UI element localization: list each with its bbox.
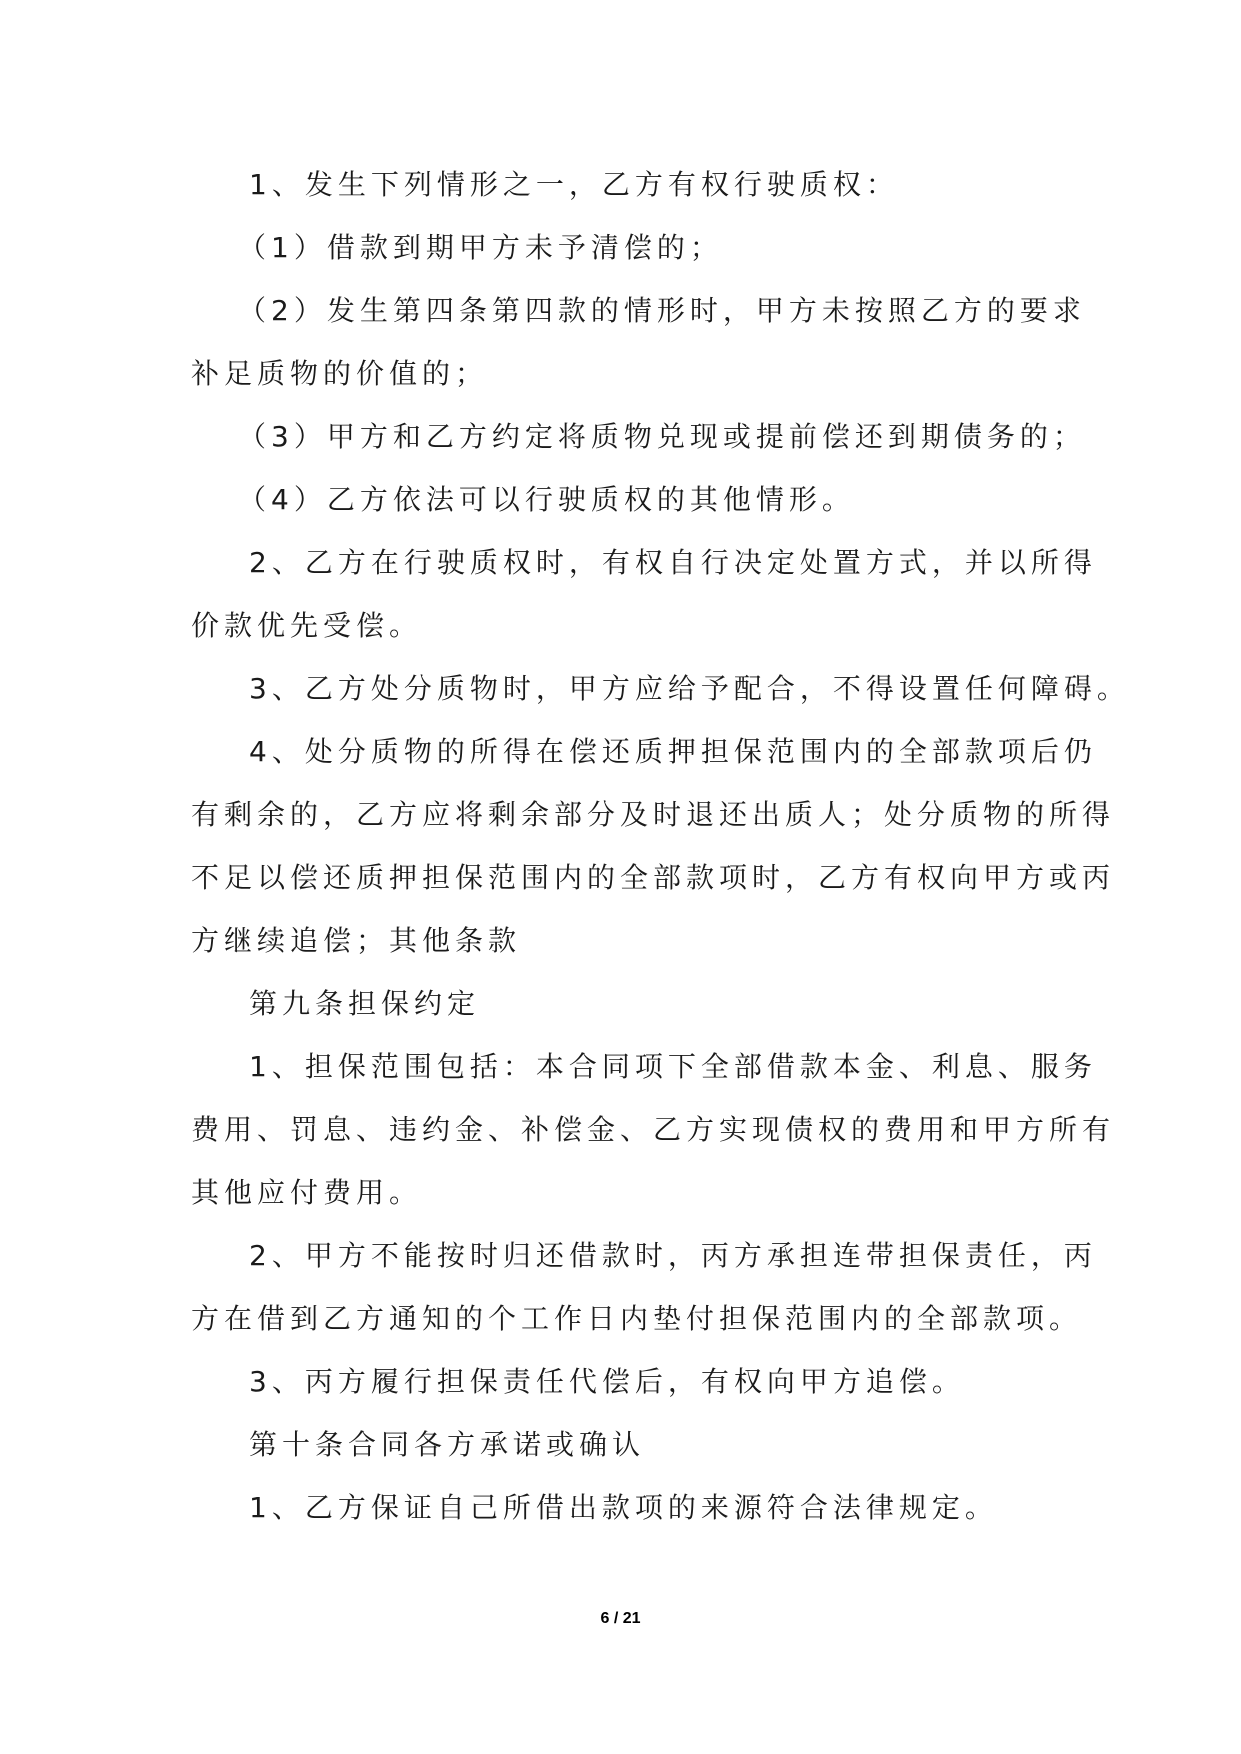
paragraph-line: （2）发生第四条第四款的情形时，甲方未按照乙方的要求	[238, 294, 1086, 327]
paragraph-line: （3）甲方和乙方约定将质物兑现或提前偿还到期债务的；	[238, 420, 1086, 453]
page-number: 6 / 21	[600, 1610, 641, 1627]
paragraph-line: 3、乙方处分质物时，甲方应给予配合，不得设置任何障碍。	[249, 672, 1130, 705]
paragraph-line: 方继续追偿；其他条款	[191, 924, 522, 957]
paragraph-line: 1、发生下列情形之一，乙方有权行驶质权：	[249, 168, 899, 201]
section-heading: 第九条担保约定	[249, 987, 481, 1020]
paragraph-line: 费用、罚息、违约金、补偿金、乙方实现债权的费用和甲方所有	[191, 1113, 1116, 1146]
paragraph-line: 2、甲方不能按时归还借款时，丙方承担连带担保责任，丙	[249, 1239, 1097, 1272]
paragraph-line: 4、处分质物的所得在偿还质押担保范围内的全部款项后仍	[249, 735, 1097, 768]
paragraph-line: （1）借款到期甲方未予清偿的；	[238, 231, 723, 264]
paragraph-line: 2、乙方在行驶质权时，有权自行决定处置方式，并以所得	[249, 546, 1097, 579]
paragraph-line: 其他应付费用。	[191, 1176, 423, 1209]
paragraph-line: 方在借到乙方通知的个工作日内垫付担保范围内的全部款项。	[191, 1302, 1083, 1335]
paragraph-line: （4）乙方依法可以行驶质权的其他情形。	[238, 483, 855, 516]
paragraph-line: 3、丙方履行担保责任代偿后，有权向甲方追偿。	[249, 1365, 965, 1398]
document-body	[191, 153, 1130, 1539]
paragraph-line: 不足以偿还质押担保范围内的全部款项时，乙方有权向甲方或丙	[191, 861, 1116, 894]
paragraph-line: 1、担保范围包括：本合同项下全部借款本金、利息、服务	[249, 1050, 1097, 1083]
paragraph-line: 价款优先受偿。	[191, 609, 423, 642]
section-heading: 第十条合同各方承诺或确认	[249, 1428, 646, 1461]
paragraph-line: 补足质物的价值的；	[191, 357, 489, 390]
paragraph-line: 有剩余的，乙方应将剩余部分及时退还出质人；处分质物的所得	[191, 798, 1116, 831]
paragraph-line: 1、乙方保证自己所借出款项的来源符合法律规定。	[249, 1491, 998, 1524]
